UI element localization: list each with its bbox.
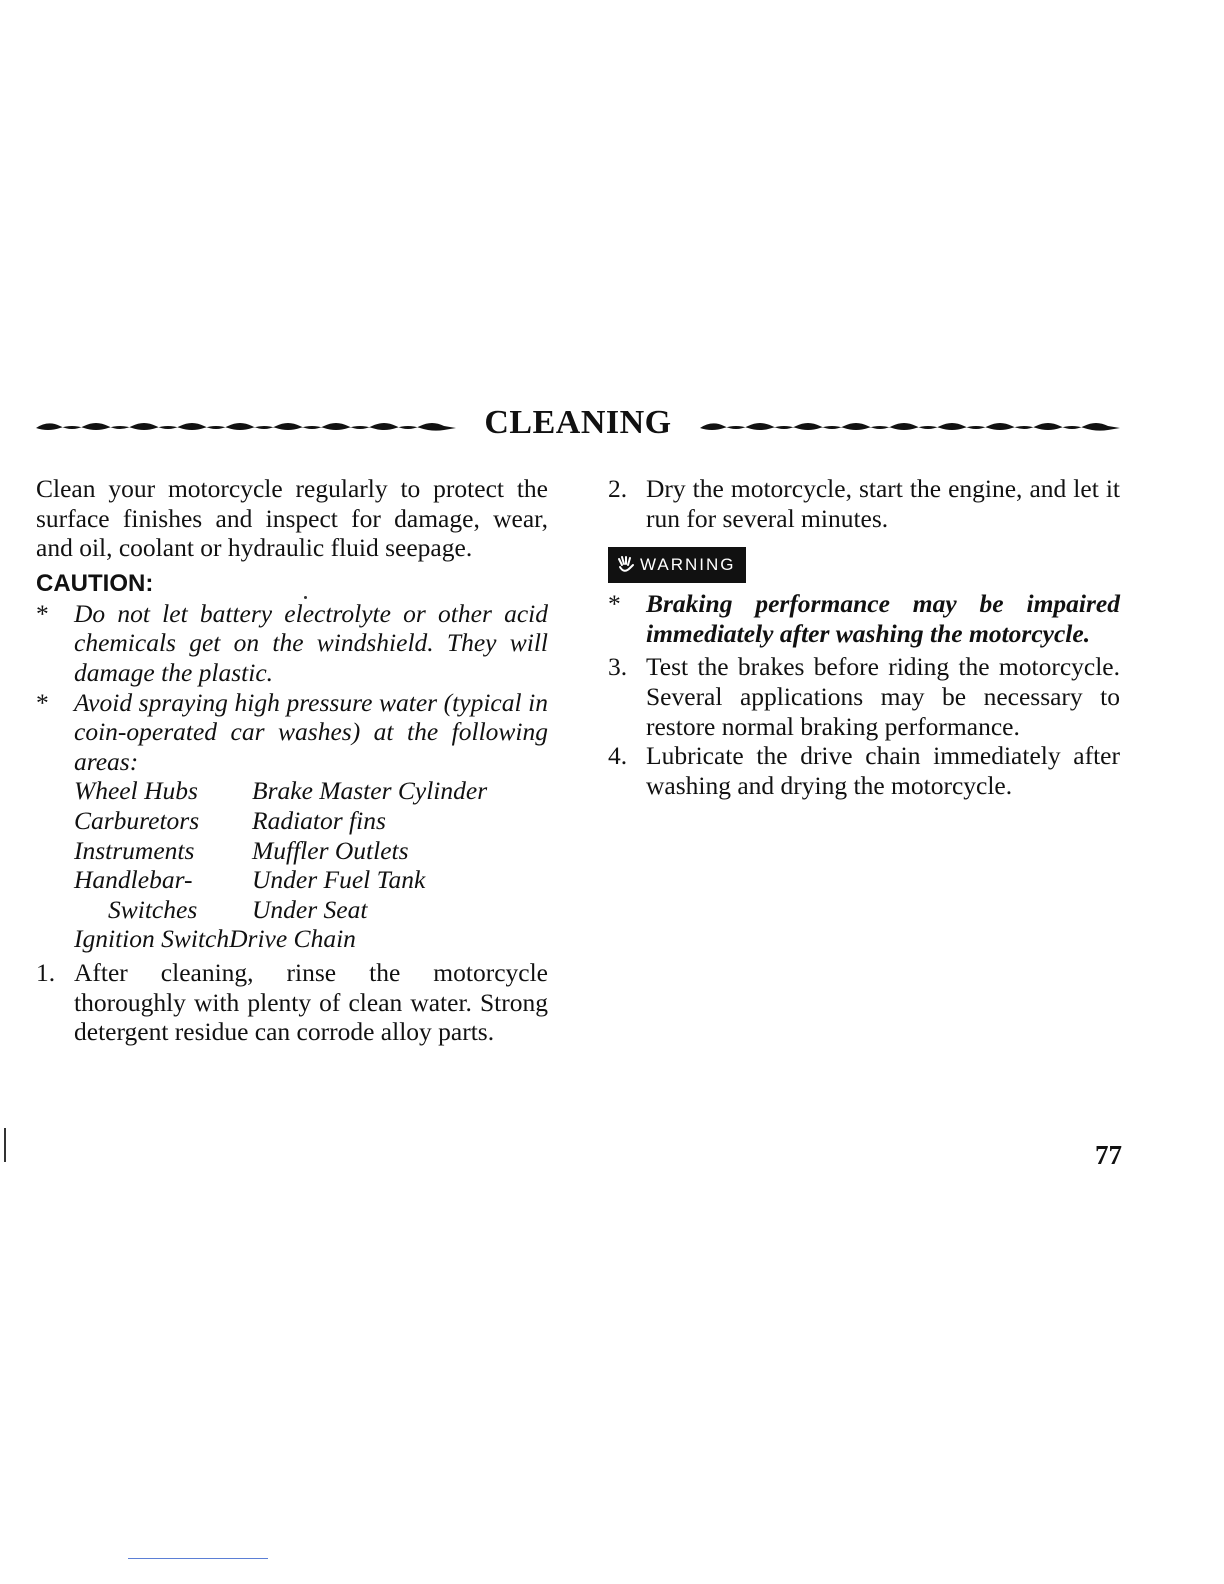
page-title: CLEANING [484,404,672,441]
areas-row [74,806,548,836]
areas-row [74,836,548,866]
warning-label: WARNING [640,555,736,575]
step-item [608,741,1120,800]
step-number: 4. [608,741,628,771]
area-item: Wheel Hubs [74,776,198,806]
intro-paragraph: Clean your motorcycle regularly to protect the surface finishes and inspect for damage, wear, and oil, coolant or hydraulic fluid seepage. [36,474,548,563]
areas-row [74,865,548,895]
scan-line [128,1558,268,1559]
warning-badge [608,547,746,583]
step-number: 1. [36,957,56,987]
page-number: 77 [1095,1140,1122,1170]
area-item: Muffler Outlets [252,835,409,865]
step-item [608,474,1120,533]
caution-bullet [36,688,548,777]
caution-heading: CAUTION: [36,569,154,597]
warning-text: Braking performance may be impaired immediately after washing the motorcycle. [646,589,1120,648]
area-item: Switches [108,894,198,924]
step-item [36,958,548,1047]
warning-hand-icon [616,555,636,575]
area-item: Under Seat [252,894,368,924]
step-item [608,652,1120,741]
step-text: Dry the motorcycle, start the engine, and let it run for several minutes. [646,474,1120,533]
area-item: Brake Master Cylinder [252,776,488,806]
binding-mark [4,1128,6,1162]
bullet-mark: * [36,598,49,628]
bullet-mark: * [608,589,621,619]
area-item: Handlebar- [74,865,193,895]
area-item: Radiator fins [252,805,386,835]
area-item: Under Fuel Tank [252,865,426,895]
right-wave-ornament [700,418,1120,434]
left-column [36,474,548,1047]
area-item: Carburetors [74,805,200,835]
step-text: Test the brakes before riding the motorcycle. Several applications may be necessary to restore normal braking performance. [646,652,1120,741]
scan-speck [304,596,307,599]
areas-row [74,776,548,806]
step-text: Lubricate the drive chain immediately after washing and drying the motorcycle. [646,741,1120,800]
warning-bullet [608,589,1120,648]
right-column [608,474,1120,800]
step-number: 2. [608,474,628,503]
areas-list [74,776,548,954]
bullet-mark: * [36,687,49,717]
areas-row [74,895,548,925]
section-header [36,404,1120,450]
caution-bullet [36,599,548,688]
caution-bullet-text: Do not let battery electrolyte or other acid chemicals get on the windshield. They will damage the plastic. [74,598,548,687]
area-item: Drive Chain [229,924,356,954]
area-item: Ignition Switch [74,924,230,954]
step-number: 3. [608,652,628,682]
area-item: Instruments [74,835,195,865]
areas-row [74,924,548,954]
caution-bullet-text: Avoid spraying high pressure water (typical in coin-operated car washes) at the following areas: [74,687,548,776]
step-text: After cleaning, rinse the motorcycle thoroughly with plenty of clean water. Strong detergent residue can corrode alloy parts. [74,957,548,1047]
